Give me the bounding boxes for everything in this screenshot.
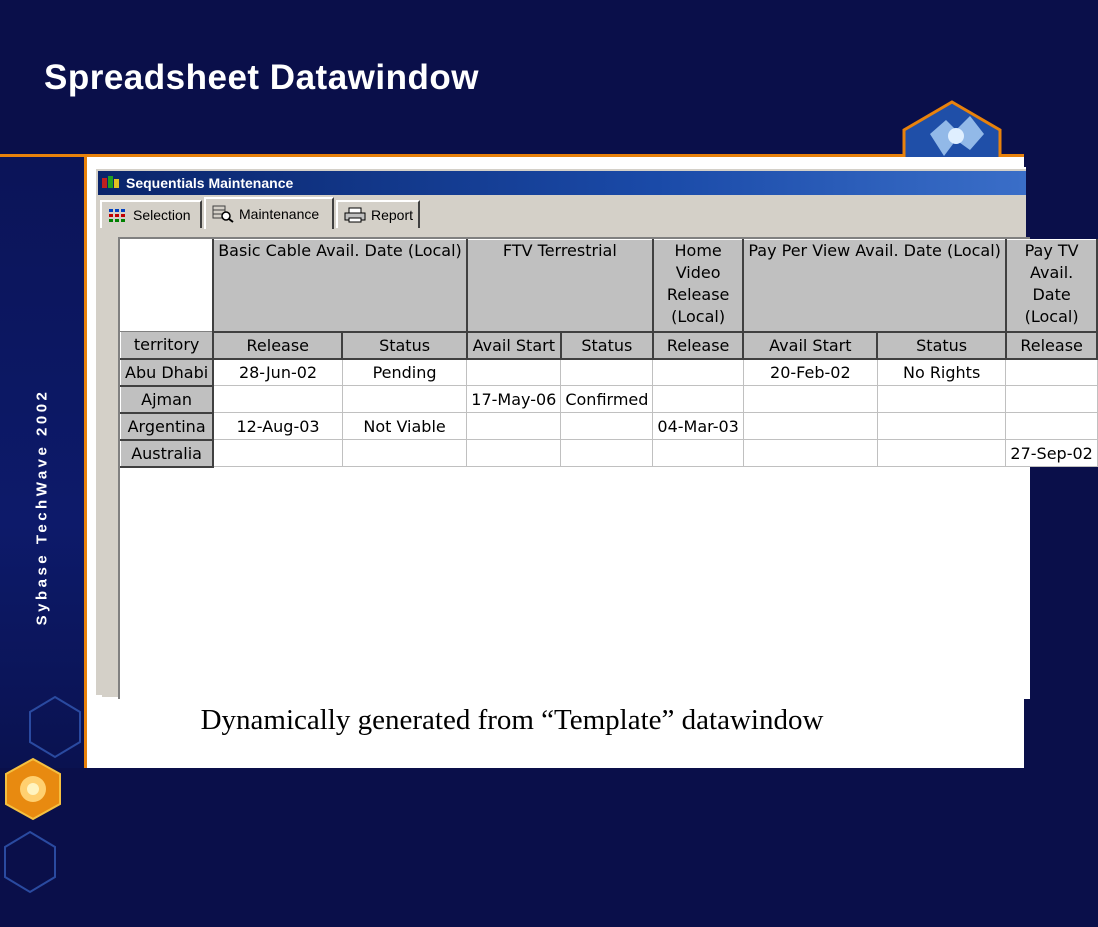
column-header-territory[interactable]: territory: [121, 332, 214, 359]
table-cell[interactable]: 12-Aug-03: [213, 413, 342, 440]
column-header-basic-release[interactable]: Release: [213, 332, 342, 359]
row-header-territory[interactable]: Argentina: [121, 413, 214, 440]
techwave-logo-icon: [900, 100, 1004, 164]
table-row: [121, 413, 1098, 440]
group-header-row: [121, 240, 1098, 332]
column-header-row: [121, 332, 1098, 359]
table-cell[interactable]: [877, 413, 1006, 440]
table-cell[interactable]: [1006, 359, 1097, 386]
app-window: [94, 167, 1093, 695]
column-header-ppv-status[interactable]: Status: [877, 332, 1006, 359]
column-header-ftv-avail-start[interactable]: Avail Start: [467, 332, 561, 359]
table-cell[interactable]: [1006, 413, 1097, 440]
tab-maintenance-label: Maintenance: [239, 206, 320, 222]
table-cell[interactable]: [653, 440, 743, 467]
slide-caption: Dynamically generated from “Template” datawindow: [200, 704, 824, 736]
group-header-pay-tv: Pay TV Avail. Date (Local): [1006, 240, 1097, 332]
spreadsheet-table: [120, 239, 1098, 468]
table-cell[interactable]: [467, 440, 561, 467]
table-row: [121, 386, 1098, 413]
app-icon: [102, 176, 122, 190]
table-cell[interactable]: No Rights: [877, 359, 1006, 386]
table-cell[interactable]: 27-Sep-02: [1006, 440, 1097, 467]
window-title: Sequentials Maintenance: [126, 175, 294, 191]
column-header-ppv-avail-start[interactable]: Avail Start: [743, 332, 877, 359]
table-cell[interactable]: [743, 440, 877, 467]
table-cell[interactable]: [653, 359, 743, 386]
table-cell[interactable]: [467, 413, 561, 440]
grid-gutter: [102, 237, 118, 697]
group-header-home-video: Home Video Release (Local): [653, 240, 743, 332]
table-cell[interactable]: [561, 413, 653, 440]
table-cell[interactable]: [342, 440, 466, 467]
column-header-paytv-release[interactable]: Release: [1006, 332, 1097, 359]
table-cell[interactable]: 17-May-06: [467, 386, 561, 413]
tab-strip: [96, 195, 1026, 229]
column-header-basic-status[interactable]: Status: [342, 332, 466, 359]
side-brand-label: Sybase TechWave 2002: [33, 388, 51, 626]
table-cell[interactable]: [213, 386, 342, 413]
grid-icon: [108, 207, 128, 223]
column-header-ftv-status[interactable]: Status: [561, 332, 653, 359]
row-header-territory[interactable]: Ajman: [121, 386, 214, 413]
tab-maintenance[interactable]: [204, 197, 334, 229]
table-cell[interactable]: [561, 440, 653, 467]
table-cell[interactable]: [213, 440, 342, 467]
magnifier-icon: [212, 205, 234, 223]
spreadsheet-grid[interactable]: [118, 237, 1093, 699]
table-cell[interactable]: [877, 386, 1006, 413]
table-cell[interactable]: 04-Mar-03: [653, 413, 743, 440]
table-cell[interactable]: [743, 386, 877, 413]
tab-selection-label: Selection: [133, 207, 191, 223]
table-cell[interactable]: 28-Jun-02: [213, 359, 342, 386]
printer-icon: [344, 207, 366, 223]
table-cell[interactable]: 20-Feb-02: [743, 359, 877, 386]
table-cell[interactable]: Not Viable: [342, 413, 466, 440]
table-row: [121, 359, 1098, 386]
column-header-video-release[interactable]: Release: [653, 332, 743, 359]
table-cell[interactable]: Confirmed: [561, 386, 653, 413]
tab-selection[interactable]: [100, 200, 202, 228]
table-cell[interactable]: Pending: [342, 359, 466, 386]
group-header-basic-cable: Basic Cable Avail. Date (Local): [213, 240, 467, 332]
group-header-pay-per-view: Pay Per View Avail. Date (Local): [743, 240, 1006, 332]
row-header-territory[interactable]: Abu Dhabi: [121, 359, 214, 386]
slide-title: Spreadsheet Datawindow: [44, 58, 479, 97]
table-cell[interactable]: [653, 386, 743, 413]
table-cell[interactable]: [1006, 386, 1097, 413]
table-row: [121, 440, 1098, 467]
group-header-ftv-terrestrial: FTV Terrestrial: [467, 240, 653, 332]
table-cell[interactable]: [467, 359, 561, 386]
tab-report[interactable]: [336, 200, 420, 228]
table-cell[interactable]: [877, 440, 1006, 467]
row-header-territory[interactable]: Australia: [121, 440, 214, 467]
table-cell[interactable]: [561, 359, 653, 386]
table-cell[interactable]: [342, 386, 466, 413]
table-cell[interactable]: [743, 413, 877, 440]
window-titlebar[interactable]: [98, 171, 1026, 195]
tab-report-label: Report: [371, 207, 414, 223]
left-brand-band: [0, 157, 84, 768]
group-header-blank: [121, 240, 214, 332]
